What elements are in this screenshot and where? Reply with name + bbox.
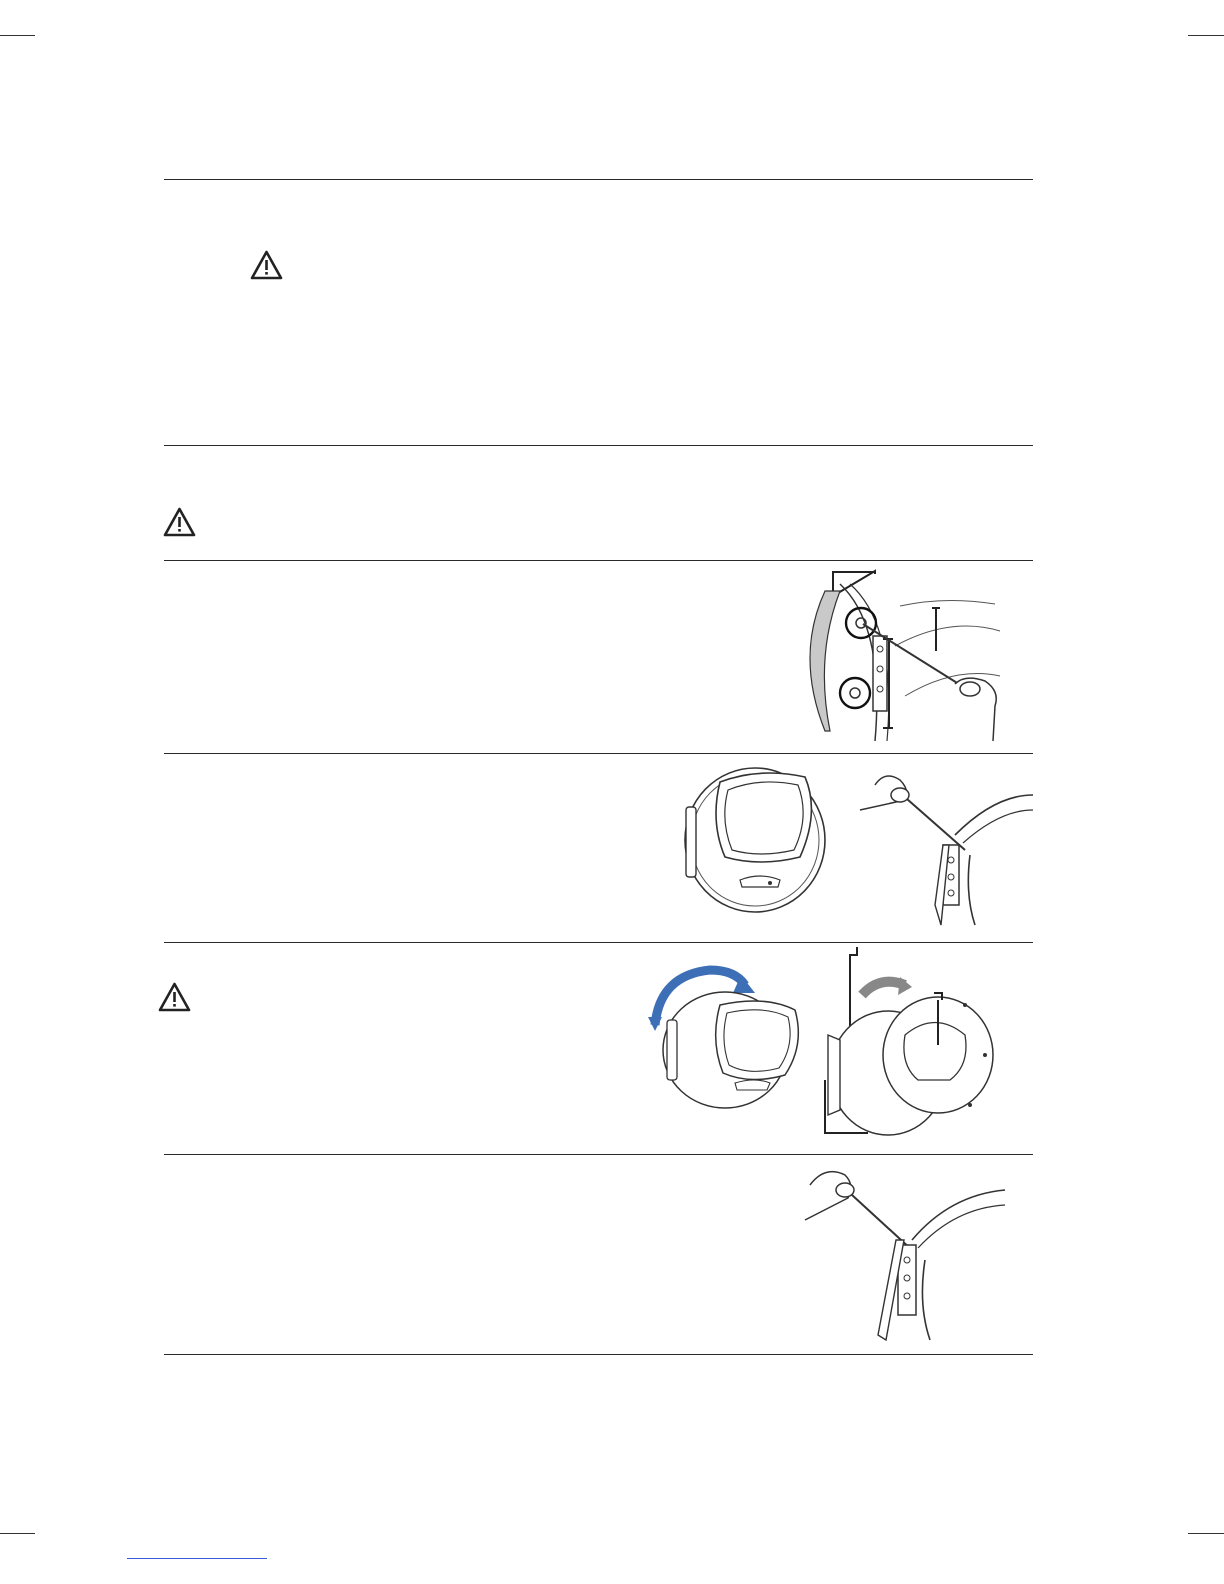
crop-mark-top-left [0, 35, 35, 36]
crop-mark-top-right [1188, 35, 1224, 36]
link-underline [127, 1558, 267, 1559]
section-rule-bottom [164, 1354, 1033, 1355]
section-rule-top [164, 179, 1033, 180]
figure-unscrew-hinge [855, 765, 1035, 930]
section-rule-5 [164, 942, 1033, 943]
warning-triangle-icon [158, 982, 191, 1012]
crop-mark-bottom-left [0, 1533, 35, 1534]
figure-reattach-hinge [800, 1160, 1010, 1345]
section-rule-3 [164, 560, 1033, 561]
warning-triangle-icon [163, 507, 196, 537]
figure-door-parts [820, 945, 1005, 1145]
section-rule-4 [164, 753, 1033, 754]
section-rule-6 [164, 1154, 1033, 1155]
section-rule-2 [164, 445, 1033, 446]
crop-mark-bottom-right [1188, 1533, 1224, 1534]
figure-remove-hinge-screws [805, 566, 1005, 746]
figure-door-assembly [680, 762, 850, 917]
warning-triangle-icon [250, 250, 283, 280]
figure-rotate-door [645, 965, 815, 1110]
